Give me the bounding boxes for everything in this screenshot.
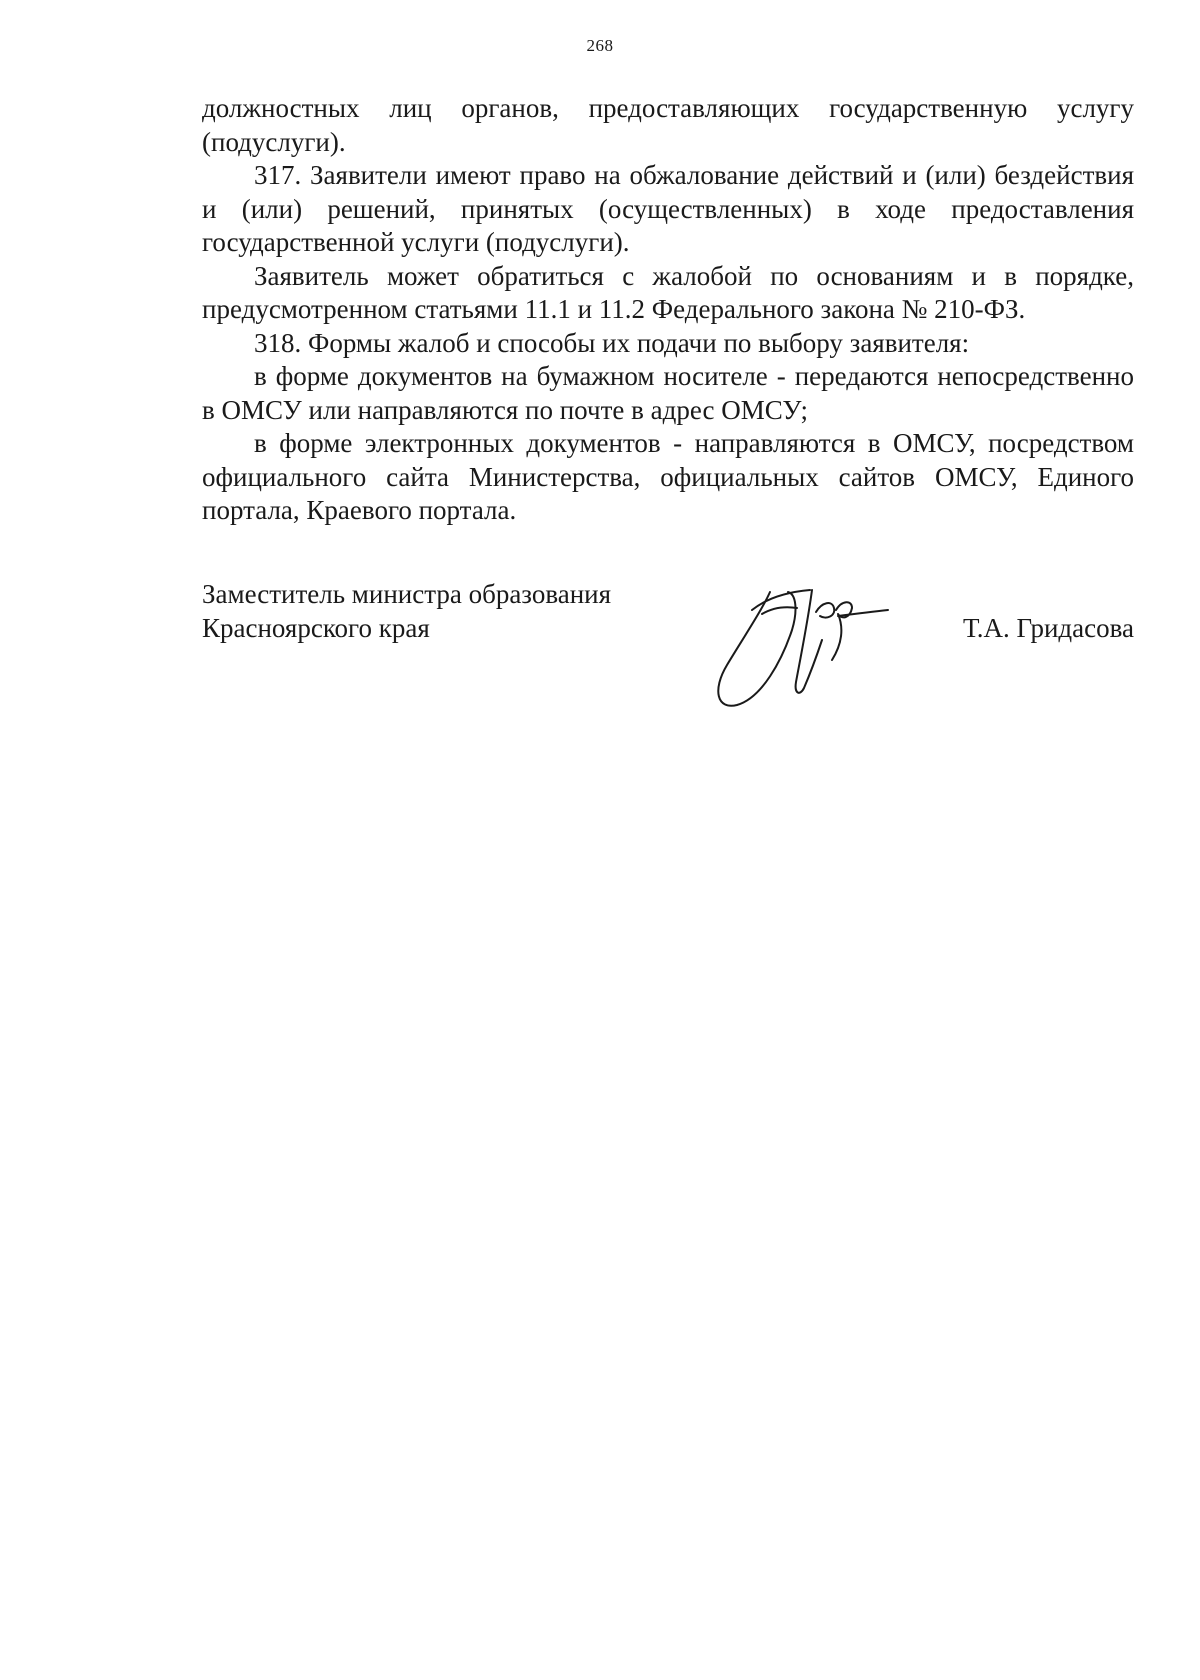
signature-block — [202, 578, 1134, 718]
paragraph-complaint-grounds: Заявитель может обратиться с жалобой по основаниям и в порядке, предусмотренном статьями 11.1 и 11.2 Федерального закона № 210-ФЗ. — [202, 260, 1134, 324]
signatory-title-line2: Красноярского края — [202, 612, 430, 643]
document-body — [202, 92, 1134, 528]
handwritten-signature-icon — [692, 570, 892, 710]
signatory-name: Т.А. Гридасова — [963, 612, 1134, 643]
paragraph-electronic-form: в форме электронных документов - направляются в ОМСУ, посредством официального сайта Министерства, официальных сайтов ОМСУ, Единого портала, Краевого портала. — [202, 428, 1134, 525]
paragraph-continuation: должностных лиц органов, предоставляющих государственную услугу (подуслуги). — [202, 93, 1134, 157]
paragraph-paper-form: в форме документов на бумажном носителе - передаются непосредственно в ОМСУ или направляются по почте в адрес ОМСУ; — [202, 361, 1134, 425]
signatory-title-line1: Заместитель министра образования — [202, 579, 612, 609]
signatory-title — [202, 578, 611, 645]
page-number: 268 — [586, 36, 614, 55]
paragraph-317: 317. Заявители имеют право на обжалование действий и (или) бездействия и (или) решений, принятых (осуществленных) в ходе предоставления государственной услуги (подуслуги). — [202, 160, 1134, 257]
paragraph-318: 318. Формы жалоб и способы их подачи по выбору заявителя: — [254, 327, 970, 358]
